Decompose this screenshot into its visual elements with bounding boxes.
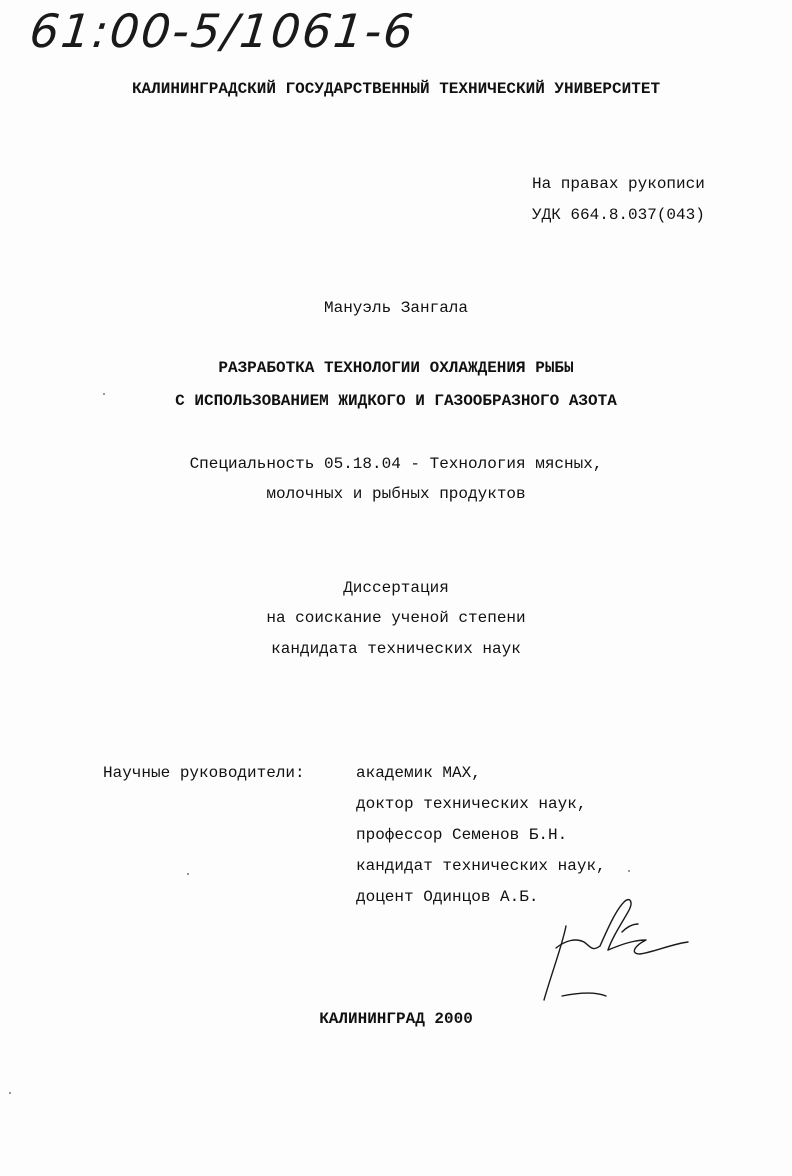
- degree-line-1: на соискание ученой степени: [266, 609, 526, 627]
- manuscript-rights-note: На правах рукописи: [532, 175, 705, 193]
- supervisor-line: кандидат технических наук,: [356, 857, 606, 875]
- author-name: Мануэль Зангала: [323, 299, 469, 317]
- scan-speck: [103, 393, 105, 395]
- supervisor-line: академик МАХ,: [356, 764, 481, 782]
- handwritten-signature: [522, 888, 702, 1008]
- city-and-year: КАЛИНИНГРАД 2000: [319, 1010, 473, 1028]
- university-name: КАЛИНИНГРАДСКИЙ ГОСУДАРСТВЕННЫЙ ТЕХНИЧЕСКИЙ УНИВЕРСИТЕТ: [131, 80, 661, 98]
- thesis-title-line-2: С ИСПОЛЬЗОВАНИЕМ ЖИДКОГО И ГАЗООБРАЗНОГО АЗОТА: [175, 392, 617, 410]
- degree-line-2: кандидата технических наук: [271, 640, 521, 658]
- dissertation-label: Диссертация: [343, 579, 449, 597]
- supervisors-label: Научные руководители:: [103, 764, 305, 782]
- supervisor-line: доцент Одинцов А.Б.: [356, 888, 539, 906]
- handwritten-archive-number: 61:00-5/1061-6: [27, 4, 418, 58]
- thesis-title-line-1: РАЗРАБОТКА ТЕХНОЛОГИИ ОХЛАЖДЕНИЯ РЫБЫ: [218, 359, 574, 377]
- supervisor-line: профессор Семенов Б.Н.: [356, 826, 568, 844]
- specialty-line-1: Специальность 05.18.04 - Технология мясных,: [189, 455, 603, 473]
- udc-code: УДК 664.8.037(043): [532, 206, 705, 224]
- scan-speck: [628, 870, 630, 872]
- scan-speck: [187, 873, 189, 875]
- supervisor-line: доктор технических наук,: [356, 795, 587, 813]
- specialty-line-2: молочных и рыбных продуктов: [266, 485, 526, 503]
- scan-speck: [9, 1092, 11, 1094]
